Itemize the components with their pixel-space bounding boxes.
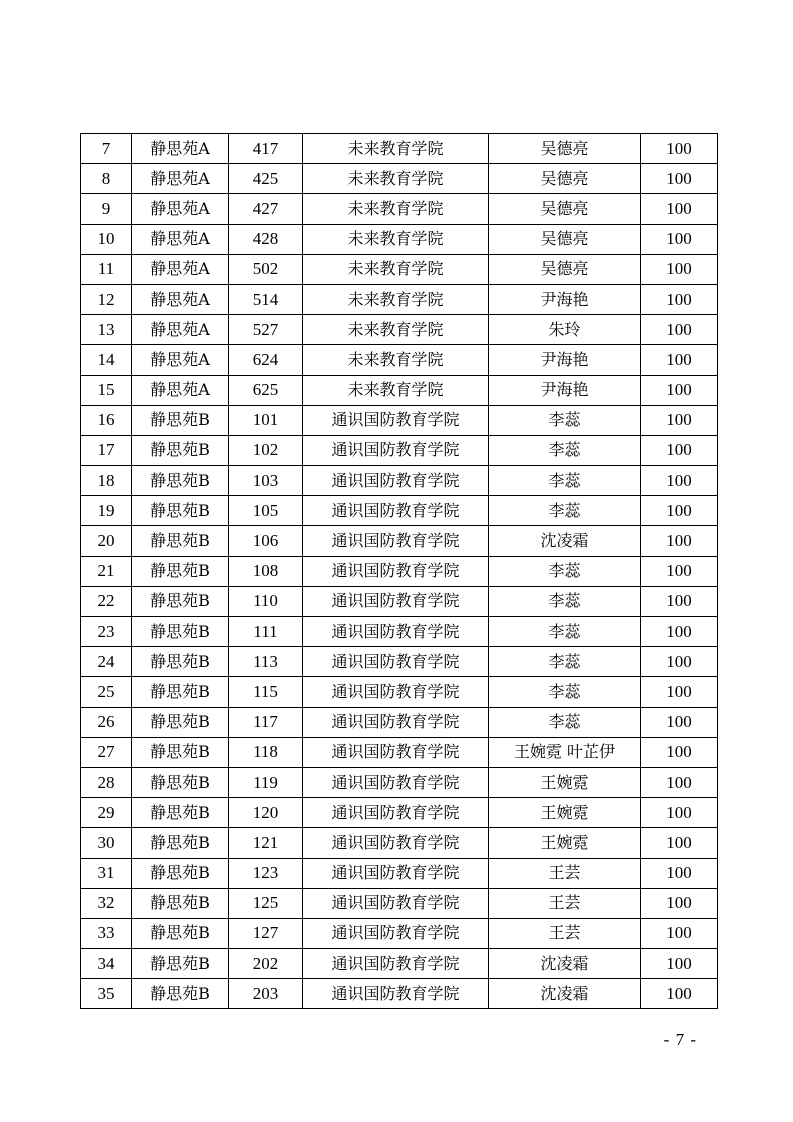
building-cell: 静思苑A: [132, 164, 229, 194]
score-cell: 100: [641, 224, 718, 254]
building-cell: 静思苑B: [132, 466, 229, 496]
counselor-cell: 李蕊: [489, 586, 641, 616]
college-cell: 未来教育学院: [303, 134, 489, 164]
room-number-cell: 120: [229, 798, 303, 828]
counselor-cell: 李蕊: [489, 405, 641, 435]
counselor-cell: 沈凌霜: [489, 979, 641, 1009]
row-number-cell: 29: [81, 798, 132, 828]
row-number-cell: 16: [81, 405, 132, 435]
counselor-cell: 吴德亮: [489, 224, 641, 254]
college-cell: 通识国防教育学院: [303, 466, 489, 496]
table-row: [81, 949, 718, 979]
college-cell: 通识国防教育学院: [303, 798, 489, 828]
counselor-cell: 王芸: [489, 858, 641, 888]
table-row: [81, 254, 718, 284]
score-cell: 100: [641, 315, 718, 345]
table-row: [81, 466, 718, 496]
score-cell: 100: [641, 677, 718, 707]
row-number-cell: 32: [81, 888, 132, 918]
building-cell: 静思苑B: [132, 405, 229, 435]
college-cell: 未来教育学院: [303, 194, 489, 224]
table-row: [81, 556, 718, 586]
college-cell: 未来教育学院: [303, 224, 489, 254]
room-number-cell: 417: [229, 134, 303, 164]
table-row: [81, 134, 718, 164]
counselor-cell: 尹海艳: [489, 375, 641, 405]
score-cell: 100: [641, 375, 718, 405]
room-number-cell: 101: [229, 405, 303, 435]
building-cell: 静思苑B: [132, 677, 229, 707]
row-number-cell: 20: [81, 526, 132, 556]
row-number-cell: 18: [81, 466, 132, 496]
building-cell: 静思苑B: [132, 979, 229, 1009]
score-cell: 100: [641, 888, 718, 918]
row-number-cell: 7: [81, 134, 132, 164]
building-cell: 静思苑B: [132, 496, 229, 526]
row-number-cell: 14: [81, 345, 132, 375]
table-row: [81, 918, 718, 948]
room-number-cell: 425: [229, 164, 303, 194]
college-cell: 通识国防教育学院: [303, 586, 489, 616]
college-cell: 通识国防教育学院: [303, 435, 489, 465]
room-number-cell: 428: [229, 224, 303, 254]
college-cell: 未来教育学院: [303, 345, 489, 375]
building-cell: 静思苑B: [132, 617, 229, 647]
building-cell: 静思苑B: [132, 526, 229, 556]
counselor-cell: 李蕊: [489, 707, 641, 737]
building-cell: 静思苑B: [132, 828, 229, 858]
room-number-cell: 625: [229, 375, 303, 405]
college-cell: 通识国防教育学院: [303, 767, 489, 797]
college-cell: 通识国防教育学院: [303, 888, 489, 918]
row-number-cell: 27: [81, 737, 132, 767]
room-number-cell: 203: [229, 979, 303, 1009]
college-cell: 通识国防教育学院: [303, 526, 489, 556]
building-cell: 静思苑B: [132, 737, 229, 767]
table-row: [81, 858, 718, 888]
counselor-cell: 王婉霓 叶芷伊: [489, 737, 641, 767]
counselor-cell: 尹海艳: [489, 284, 641, 314]
score-cell: 100: [641, 345, 718, 375]
score-cell: 100: [641, 617, 718, 647]
room-number-cell: 514: [229, 284, 303, 314]
building-cell: 静思苑B: [132, 707, 229, 737]
score-cell: 100: [641, 586, 718, 616]
counselor-cell: 尹海艳: [489, 345, 641, 375]
counselor-cell: 吴德亮: [489, 254, 641, 284]
building-cell: 静思苑A: [132, 224, 229, 254]
score-cell: 100: [641, 435, 718, 465]
college-cell: 未来教育学院: [303, 164, 489, 194]
row-number-cell: 8: [81, 164, 132, 194]
row-number-cell: 17: [81, 435, 132, 465]
counselor-cell: 朱玲: [489, 315, 641, 345]
room-number-cell: 527: [229, 315, 303, 345]
college-cell: 未来教育学院: [303, 315, 489, 345]
row-number-cell: 12: [81, 284, 132, 314]
building-cell: 静思苑B: [132, 888, 229, 918]
counselor-cell: 王婉霓: [489, 828, 641, 858]
row-number-cell: 19: [81, 496, 132, 526]
room-number-cell: 123: [229, 858, 303, 888]
table-row: [81, 345, 718, 375]
dormitory-score-table: [80, 133, 718, 1009]
counselor-cell: 沈凌霜: [489, 949, 641, 979]
row-number-cell: 35: [81, 979, 132, 1009]
room-number-cell: 119: [229, 767, 303, 797]
table-row: [81, 435, 718, 465]
room-number-cell: 102: [229, 435, 303, 465]
score-cell: 100: [641, 134, 718, 164]
building-cell: 静思苑B: [132, 858, 229, 888]
building-cell: 静思苑A: [132, 254, 229, 284]
building-cell: 静思苑A: [132, 345, 229, 375]
room-number-cell: 106: [229, 526, 303, 556]
room-number-cell: 113: [229, 647, 303, 677]
table-row: [81, 647, 718, 677]
room-number-cell: 502: [229, 254, 303, 284]
room-number-cell: 111: [229, 617, 303, 647]
row-number-cell: 13: [81, 315, 132, 345]
row-number-cell: 31: [81, 858, 132, 888]
score-cell: 100: [641, 556, 718, 586]
table-row: [81, 707, 718, 737]
college-cell: 通识国防教育学院: [303, 405, 489, 435]
building-cell: 静思苑A: [132, 315, 229, 345]
room-number-cell: 624: [229, 345, 303, 375]
counselor-cell: 王婉霓: [489, 798, 641, 828]
building-cell: 静思苑B: [132, 918, 229, 948]
score-cell: 100: [641, 254, 718, 284]
room-number-cell: 427: [229, 194, 303, 224]
counselor-cell: 李蕊: [489, 466, 641, 496]
score-cell: 100: [641, 526, 718, 556]
building-cell: 静思苑B: [132, 586, 229, 616]
table-row: [81, 586, 718, 616]
room-number-cell: 108: [229, 556, 303, 586]
row-number-cell: 28: [81, 767, 132, 797]
room-number-cell: 105: [229, 496, 303, 526]
college-cell: 未来教育学院: [303, 254, 489, 284]
score-cell: 100: [641, 164, 718, 194]
college-cell: 未来教育学院: [303, 375, 489, 405]
score-cell: 100: [641, 194, 718, 224]
counselor-cell: 沈凌霜: [489, 526, 641, 556]
counselor-cell: 王芸: [489, 918, 641, 948]
counselor-cell: 李蕊: [489, 435, 641, 465]
score-cell: 100: [641, 707, 718, 737]
score-cell: 100: [641, 949, 718, 979]
score-cell: 100: [641, 979, 718, 1009]
table-row: [81, 315, 718, 345]
row-number-cell: 33: [81, 918, 132, 948]
counselor-cell: 吴德亮: [489, 134, 641, 164]
counselor-cell: 王芸: [489, 888, 641, 918]
building-cell: 静思苑A: [132, 284, 229, 314]
building-cell: 静思苑B: [132, 949, 229, 979]
table-row: [81, 737, 718, 767]
table-row: [81, 767, 718, 797]
row-number-cell: 23: [81, 617, 132, 647]
counselor-cell: 吴德亮: [489, 164, 641, 194]
score-cell: 100: [641, 798, 718, 828]
row-number-cell: 26: [81, 707, 132, 737]
college-cell: 通识国防教育学院: [303, 858, 489, 888]
table-row: [81, 798, 718, 828]
college-cell: 通识国防教育学院: [303, 707, 489, 737]
table-row: [81, 284, 718, 314]
row-number-cell: 15: [81, 375, 132, 405]
score-cell: 100: [641, 647, 718, 677]
counselor-cell: 王婉霓: [489, 767, 641, 797]
room-number-cell: 118: [229, 737, 303, 767]
room-number-cell: 115: [229, 677, 303, 707]
room-number-cell: 103: [229, 466, 303, 496]
row-number-cell: 25: [81, 677, 132, 707]
college-cell: 通识国防教育学院: [303, 617, 489, 647]
college-cell: 通识国防教育学院: [303, 949, 489, 979]
college-cell: 通识国防教育学院: [303, 647, 489, 677]
score-cell: 100: [641, 405, 718, 435]
room-number-cell: 121: [229, 828, 303, 858]
row-number-cell: 21: [81, 556, 132, 586]
score-cell: 100: [641, 466, 718, 496]
score-cell: 100: [641, 858, 718, 888]
row-number-cell: 34: [81, 949, 132, 979]
building-cell: 静思苑B: [132, 556, 229, 586]
score-cell: 100: [641, 767, 718, 797]
table-body: [81, 134, 718, 1009]
building-cell: 静思苑A: [132, 375, 229, 405]
row-number-cell: 9: [81, 194, 132, 224]
building-cell: 静思苑B: [132, 798, 229, 828]
row-number-cell: 10: [81, 224, 132, 254]
score-cell: 100: [641, 496, 718, 526]
building-cell: 静思苑B: [132, 767, 229, 797]
college-cell: 通识国防教育学院: [303, 737, 489, 767]
table-row: [81, 677, 718, 707]
counselor-cell: 李蕊: [489, 647, 641, 677]
row-number-cell: 24: [81, 647, 132, 677]
table-row: [81, 375, 718, 405]
score-cell: 100: [641, 918, 718, 948]
table-row: [81, 979, 718, 1009]
table-row: [81, 164, 718, 194]
college-cell: 未来教育学院: [303, 284, 489, 314]
room-number-cell: 202: [229, 949, 303, 979]
table-row: [81, 828, 718, 858]
table-row: [81, 496, 718, 526]
counselor-cell: 李蕊: [489, 556, 641, 586]
score-cell: 100: [641, 284, 718, 314]
room-number-cell: 110: [229, 586, 303, 616]
table-row: [81, 888, 718, 918]
college-cell: 通识国防教育学院: [303, 496, 489, 526]
table-row: [81, 224, 718, 254]
score-cell: 100: [641, 737, 718, 767]
college-cell: 通识国防教育学院: [303, 979, 489, 1009]
college-cell: 通识国防教育学院: [303, 918, 489, 948]
counselor-cell: 李蕊: [489, 496, 641, 526]
room-number-cell: 117: [229, 707, 303, 737]
room-number-cell: 127: [229, 918, 303, 948]
counselor-cell: 吴德亮: [489, 194, 641, 224]
college-cell: 通识国防教育学院: [303, 677, 489, 707]
table-row: [81, 194, 718, 224]
room-number-cell: 125: [229, 888, 303, 918]
college-cell: 通识国防教育学院: [303, 828, 489, 858]
building-cell: 静思苑B: [132, 435, 229, 465]
table-row: [81, 617, 718, 647]
building-cell: 静思苑A: [132, 194, 229, 224]
row-number-cell: 22: [81, 586, 132, 616]
table-row: [81, 526, 718, 556]
building-cell: 静思苑A: [132, 134, 229, 164]
counselor-cell: 李蕊: [489, 677, 641, 707]
score-cell: 100: [641, 828, 718, 858]
table-row: [81, 405, 718, 435]
row-number-cell: 30: [81, 828, 132, 858]
page-number: - 7 -: [663, 1030, 697, 1049]
counselor-cell: 李蕊: [489, 617, 641, 647]
college-cell: 通识国防教育学院: [303, 556, 489, 586]
building-cell: 静思苑B: [132, 647, 229, 677]
row-number-cell: 11: [81, 254, 132, 284]
